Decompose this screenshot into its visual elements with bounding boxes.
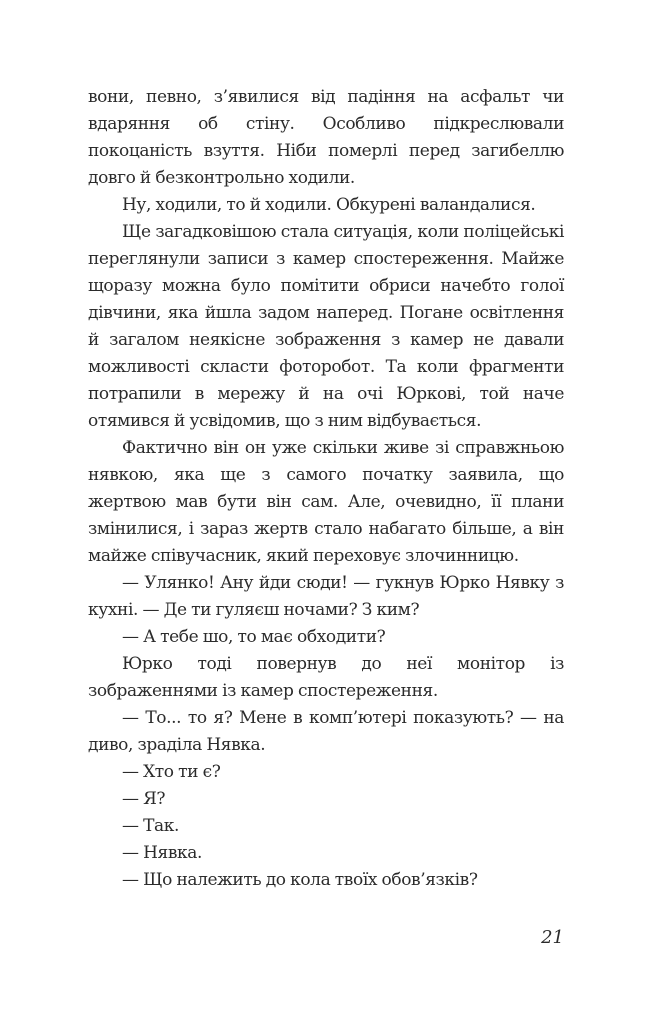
dialogue-line: — Нявка.: [122, 843, 202, 863]
page-number: 21: [541, 927, 564, 948]
dialogue-line: — Що належить до кола твоїх обов’язків?: [122, 870, 478, 890]
paragraph-continuation: вони, певно, з’явилися від падіння на асфальт чи вдаряння об стіну. Особливо підкреслювали покоцаність взуття. Ніби померлі перед загибеллю довго й безконтрольно ходили.: [88, 87, 564, 188]
paragraph: Ну, ходили, то й ходили. Обкурені валандалися.: [122, 195, 536, 215]
dialogue-line: — Так.: [122, 816, 180, 836]
dialogue-line: — Хто ти є?: [122, 762, 221, 782]
body-text: [88, 84, 564, 894]
paragraph: Ще загадковішою стала ситуація, коли поліцейські переглянули записи з камер спостереження. Майже щоразу можна було помітити обриси начебто голої дівчини, яка йшла задом наперед. Погане освітлення й загалом неякісне зображення з камер не давали можливості скласти фоторобот. Та коли фрагменти потрапили в мережу й на очі Юркові, той наче отямився й усвідомив, що з ним відбувається.: [88, 222, 564, 431]
dialogue-line: — То... то я? Мене в комп’ютері показують? — на диво, зраділа Нявка.: [88, 708, 564, 755]
dialogue-line: — Улянко! Ану йди сюди! — гукнув Юрко Нявку з кухні. — Де ти гуляєш ночами? З ким?: [88, 573, 564, 620]
paragraph: Фактично він он уже скільки живе зі справжньою нявкою, яка ще з самого початку заявила, що жертвою мав бути він сам. Але, очевидно, її плани змінилися, і зараз жертв стало набагато більше, а він майже співучасник, який переховує злочинницю.: [88, 438, 564, 566]
paragraph: Юрко тоді повернув до неї монітор із зображеннями із камер спостереження.: [88, 654, 564, 701]
dialogue-line: — А тебе шо, то має обходити?: [122, 627, 386, 647]
dialogue-line: — Я?: [122, 789, 166, 809]
